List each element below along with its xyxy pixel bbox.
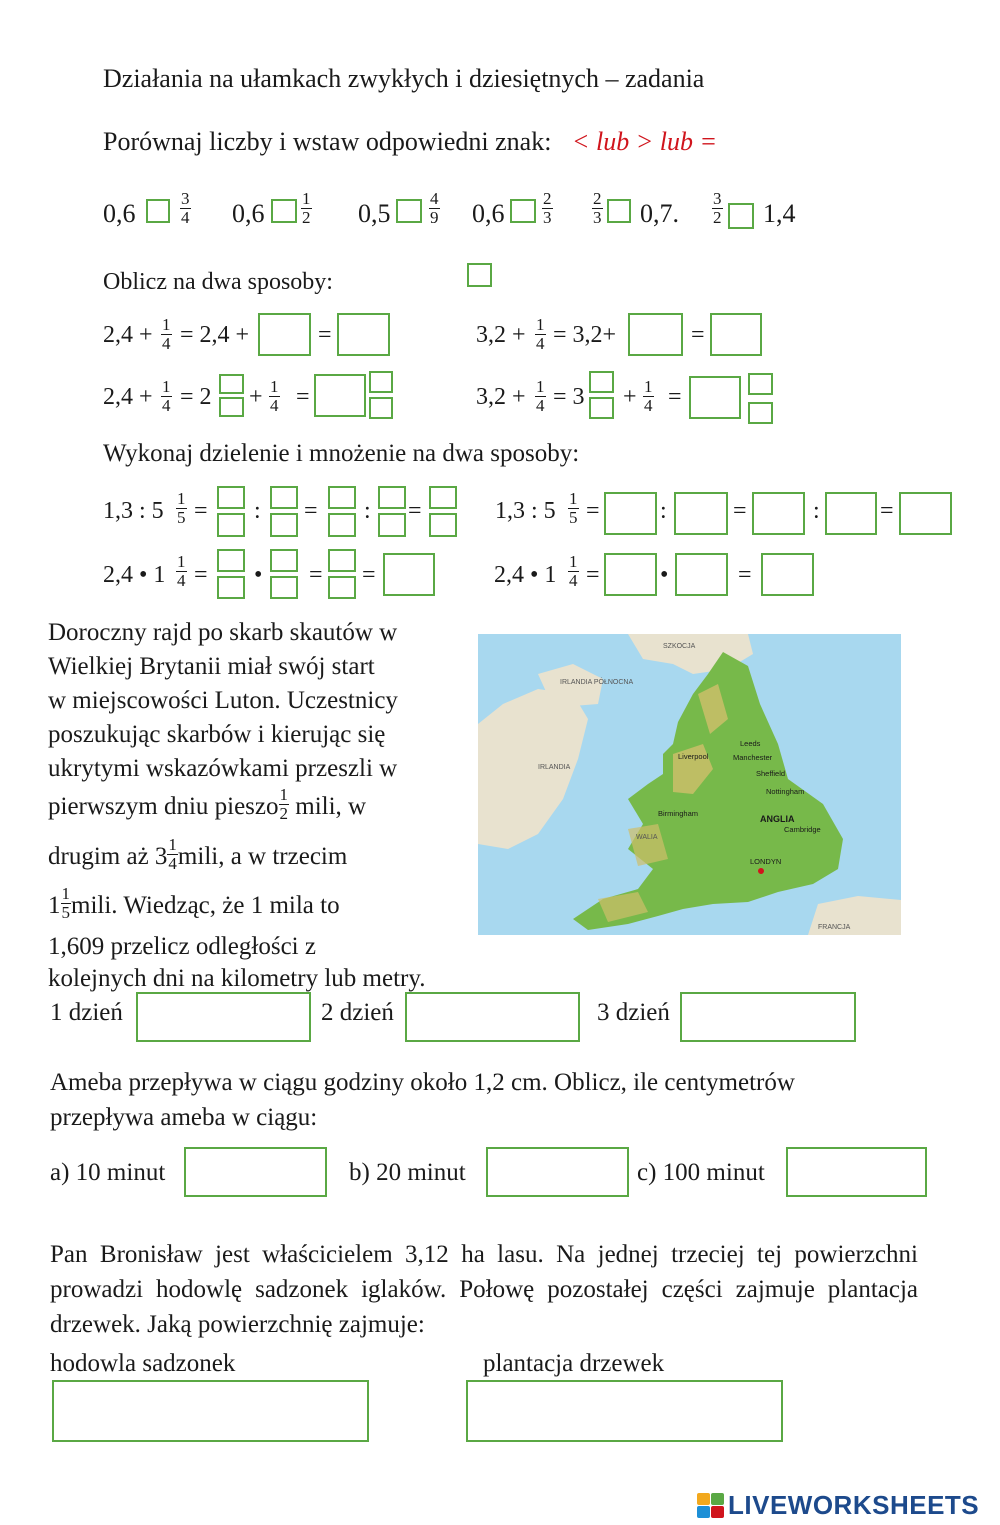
expr-text: 3,2 + xyxy=(476,322,526,348)
compare-signs: < lub > lub = xyxy=(571,127,718,156)
denominator-box[interactable] xyxy=(328,576,356,599)
multiplication-expression: 2,4 • 1 xyxy=(494,562,557,588)
denominator-box[interactable] xyxy=(328,513,356,537)
answer-box[interactable] xyxy=(258,313,311,356)
answer-box[interactable] xyxy=(628,313,683,356)
compare-answer-box[interactable] xyxy=(728,203,754,229)
map-label-nottingham: Nottingham xyxy=(766,787,805,796)
multiplication-fraction: 1 4 xyxy=(569,552,578,590)
map-label-london: LONDYN xyxy=(750,857,782,866)
compare-fraction: 1 2 xyxy=(302,189,311,227)
equals-sign: = xyxy=(880,498,894,524)
ameba-c-answer-box[interactable] xyxy=(786,1147,927,1197)
map-label-manchester: Manchester xyxy=(733,753,773,762)
map-label-sheffield: Sheffield xyxy=(756,769,786,778)
ameba-text-line-2: przepływa ameba w ciągu: xyxy=(50,1104,318,1131)
day-2-answer-box[interactable] xyxy=(405,992,580,1042)
liveworksheets-logo-icon xyxy=(697,1493,725,1519)
nursery-answer-box[interactable] xyxy=(52,1380,369,1442)
denominator-box[interactable] xyxy=(369,397,393,419)
compare-instruction xyxy=(103,127,717,157)
expr-text: 3,2 + xyxy=(476,384,526,410)
equals-sign: = xyxy=(362,562,376,588)
equals-sign: = xyxy=(296,384,310,410)
fraction-one-quarter: 1 4 xyxy=(644,377,653,415)
colon-sign: : xyxy=(660,498,667,524)
numerator-box[interactable] xyxy=(270,486,298,509)
numerator-box[interactable] xyxy=(328,549,356,572)
expr-text: = 2 xyxy=(180,384,212,410)
forest-label-nursery: hodowla sadzonek xyxy=(50,1350,236,1377)
equals-sign: = xyxy=(309,562,323,588)
equals-sign: = xyxy=(586,562,600,588)
two-ways-heading: Oblicz na dwa sposoby: xyxy=(103,269,333,295)
divide-heading: Wykonaj dzielenie i mnożenie na dwa sposoby: xyxy=(103,440,580,467)
answer-box[interactable] xyxy=(337,313,390,356)
whole-box[interactable] xyxy=(314,374,366,417)
ameba-a-answer-box[interactable] xyxy=(184,1147,327,1197)
ameba-c-label: c) 100 minut xyxy=(637,1159,765,1186)
forest-problem-text: Pan Bronisław jest właścicielem 3,12 ha lasu. Na jednej trzeciej tej powierzchni prowadzi hodowlę sadzonek iglaków. Połowę pozostałej części zajmuje plantacja drzewek. Jaką powierzchnię zajmuje: xyxy=(50,1241,918,1338)
fraction-half: $\frac{1}{2}$ xyxy=(279,785,289,823)
fraction-one-quarter: 1 4 xyxy=(536,315,545,353)
answer-box[interactable] xyxy=(383,553,435,596)
compare-left-value: 0,6 xyxy=(232,199,265,228)
day-1-label: 1 dzień xyxy=(50,999,123,1026)
answer-box[interactable] xyxy=(675,553,728,596)
denominator-box[interactable] xyxy=(217,513,245,537)
answer-box[interactable] xyxy=(674,492,728,535)
denominator-box[interactable] xyxy=(378,513,406,537)
compare-fraction: 3 4 xyxy=(181,189,190,227)
dot-sign: • xyxy=(660,562,669,588)
equals-sign: = xyxy=(304,498,318,524)
plantation-answer-box[interactable] xyxy=(466,1380,783,1442)
text-line: Doroczny rajd po skarb skautów w xyxy=(48,619,398,646)
expr-text: = 3 xyxy=(553,384,585,410)
map-label-birmingham: Birmingham xyxy=(658,809,699,818)
equals-sign: = xyxy=(733,498,747,524)
worksheet-title: Działania na ułamkach zwykłych i dziesiętnych – zadania xyxy=(103,64,705,93)
equals-sign: = xyxy=(691,322,705,348)
forest-label-plantation: plantacja drzewek xyxy=(483,1350,665,1377)
map-label-england: ANGLIA xyxy=(760,814,795,824)
denominator-box[interactable] xyxy=(748,402,773,424)
map-label-liverpool: Liverpool xyxy=(678,752,709,761)
text-line: 1,609 przelicz odległości z xyxy=(48,933,316,960)
fraction-quarter: $\frac{1}{4}$ xyxy=(168,835,177,873)
equals-sign: = xyxy=(738,562,752,588)
compare-answer-box[interactable] xyxy=(396,199,422,223)
numerator-box[interactable] xyxy=(378,486,406,509)
division-fraction: 1 5 xyxy=(569,489,578,527)
expr-text: = 2,4 + xyxy=(180,322,250,348)
numerator-box[interactable] xyxy=(270,549,298,572)
division-expression: 1,3 : 5 xyxy=(495,498,556,524)
text-line: 1 $\frac{1}{5}$ mili. Wiedząc, że 1 mila to xyxy=(48,884,340,922)
map-label-cambridge: Cambridge xyxy=(784,825,821,834)
answer-box[interactable] xyxy=(761,553,814,596)
fraction-one-quarter: 1 4 xyxy=(270,377,279,415)
expr-text: = 3,2+ xyxy=(553,322,617,348)
answer-box[interactable] xyxy=(752,492,805,535)
denominator-box[interactable] xyxy=(270,513,298,537)
denominator-box[interactable] xyxy=(589,397,614,419)
day-1-answer-box[interactable] xyxy=(136,992,311,1042)
uk-map-image xyxy=(478,634,901,935)
uk-map xyxy=(478,634,901,935)
ameba-b-label: b) 20 minut xyxy=(349,1159,466,1186)
stray-answer-box[interactable] xyxy=(467,263,492,287)
equals-sign: = xyxy=(668,384,682,410)
liveworksheets-logo-text[interactable]: LIVEWORKSHEETS xyxy=(728,1490,980,1520)
division-fraction: 1 5 xyxy=(177,489,186,527)
numerator-box[interactable] xyxy=(589,371,614,393)
compare-left-value: 0,6 xyxy=(103,199,136,228)
numerator-box[interactable] xyxy=(328,486,356,509)
compare-right-value: 1,4 xyxy=(763,199,796,228)
day-2-label: 2 dzień xyxy=(321,999,394,1026)
whole-box[interactable] xyxy=(689,376,741,419)
map-label-northern-ireland: IRLANDIA PÓŁNOCNA xyxy=(560,679,634,686)
denominator-box[interactable] xyxy=(217,576,245,599)
day-3-label: 3 dzień xyxy=(597,999,670,1026)
map-label-ireland: IRLANDIA xyxy=(538,764,571,771)
compare-answer-box[interactable] xyxy=(271,199,297,223)
denominator-box[interactable] xyxy=(270,576,298,599)
map-label-scotland: SZKOCJA xyxy=(663,643,696,650)
answer-box[interactable] xyxy=(899,492,952,535)
numerator-box[interactable] xyxy=(429,486,457,509)
compare-left-value: 0,6 xyxy=(472,199,505,228)
answer-box[interactable] xyxy=(710,313,762,356)
plus-sign: + xyxy=(623,384,637,410)
dot-sign: • xyxy=(254,562,263,588)
text-line: ukrytymi wskazówkami przeszli w xyxy=(48,755,398,782)
equals-sign: = xyxy=(408,498,422,524)
compare-fraction: 2 3 xyxy=(543,189,552,227)
text-line: kolejnych dni na kilometry lub metry. xyxy=(48,965,426,992)
colon-sign: : xyxy=(254,498,261,524)
compare-instruction-text: Porównaj liczby i wstaw odpowiedni znak: xyxy=(103,127,552,156)
ameba-text-line-1: Ameba przepływa w ciągu godziny około 1,2 cm. Oblicz, ile centymetrów xyxy=(50,1069,795,1096)
text-line: Wielkiej Brytanii miał swój start xyxy=(48,653,375,680)
expr-text: 2,4 + xyxy=(103,322,153,348)
fraction-one-quarter: 1 4 xyxy=(162,377,171,415)
multiplication-expression: 2,4 • 1 xyxy=(103,562,166,588)
logo-mark xyxy=(697,1493,725,1519)
compare-fraction: 3 2 xyxy=(713,189,722,227)
compare-right-value: 0,7. xyxy=(640,199,679,228)
answer-box[interactable] xyxy=(604,492,657,535)
scouts-problem-text xyxy=(48,616,478,786)
multiplication-fraction: 1 4 xyxy=(177,552,186,590)
equals-sign: = xyxy=(194,498,208,524)
compare-answer-box[interactable] xyxy=(607,199,631,223)
ameba-b-answer-box[interactable] xyxy=(486,1147,629,1197)
compare-answer-box[interactable] xyxy=(510,199,536,223)
fraction-one-quarter: 1 4 xyxy=(162,315,171,353)
compare-fraction: 4 9 xyxy=(430,189,439,227)
compare-left-value: 0,5 xyxy=(358,199,391,228)
fraction-one-quarter: 1 4 xyxy=(536,377,545,415)
equals-sign: = xyxy=(318,322,332,348)
answer-box[interactable] xyxy=(825,492,877,535)
compare-fraction: 2 3 xyxy=(593,189,602,227)
numerator-box[interactable] xyxy=(369,371,393,393)
equals-sign: = xyxy=(194,562,208,588)
answer-box[interactable] xyxy=(604,553,657,596)
numerator-box[interactable] xyxy=(219,374,244,394)
text-line: w miejscowości Luton. Uczestnicy xyxy=(48,687,398,714)
day-3-answer-box[interactable] xyxy=(680,992,856,1042)
expr-text: 2,4 + xyxy=(103,384,153,410)
ameba-a-label: a) 10 minut xyxy=(50,1159,166,1186)
colon-sign: : xyxy=(813,498,820,524)
map-label-leeds: Leeds xyxy=(740,739,761,748)
fraction-fifth: $\frac{1}{5}$ xyxy=(61,884,70,922)
text-line: pierwszym dniu pieszo $\frac{1}{2}$ mili, w xyxy=(48,785,367,823)
division-expression: 1,3 : 5 xyxy=(103,498,164,524)
denominator-box[interactable] xyxy=(219,397,244,417)
map-label-france: FRANCJA xyxy=(818,924,851,931)
numerator-box[interactable] xyxy=(217,486,245,509)
text-line: poszukując skarbów i kierując się xyxy=(48,721,386,748)
colon-sign: : xyxy=(364,498,371,524)
numerator-box[interactable] xyxy=(217,549,245,572)
equals-sign: = xyxy=(586,498,600,524)
denominator-box[interactable] xyxy=(429,513,457,537)
numerator-box[interactable] xyxy=(748,373,773,395)
plus-sign: + xyxy=(249,384,263,410)
compare-answer-box[interactable] xyxy=(146,199,170,223)
text-line: drugim aż 3 $\frac{1}{4}$ mili, a w trzecim xyxy=(48,835,348,873)
map-label-wales: WALIA xyxy=(636,834,658,841)
